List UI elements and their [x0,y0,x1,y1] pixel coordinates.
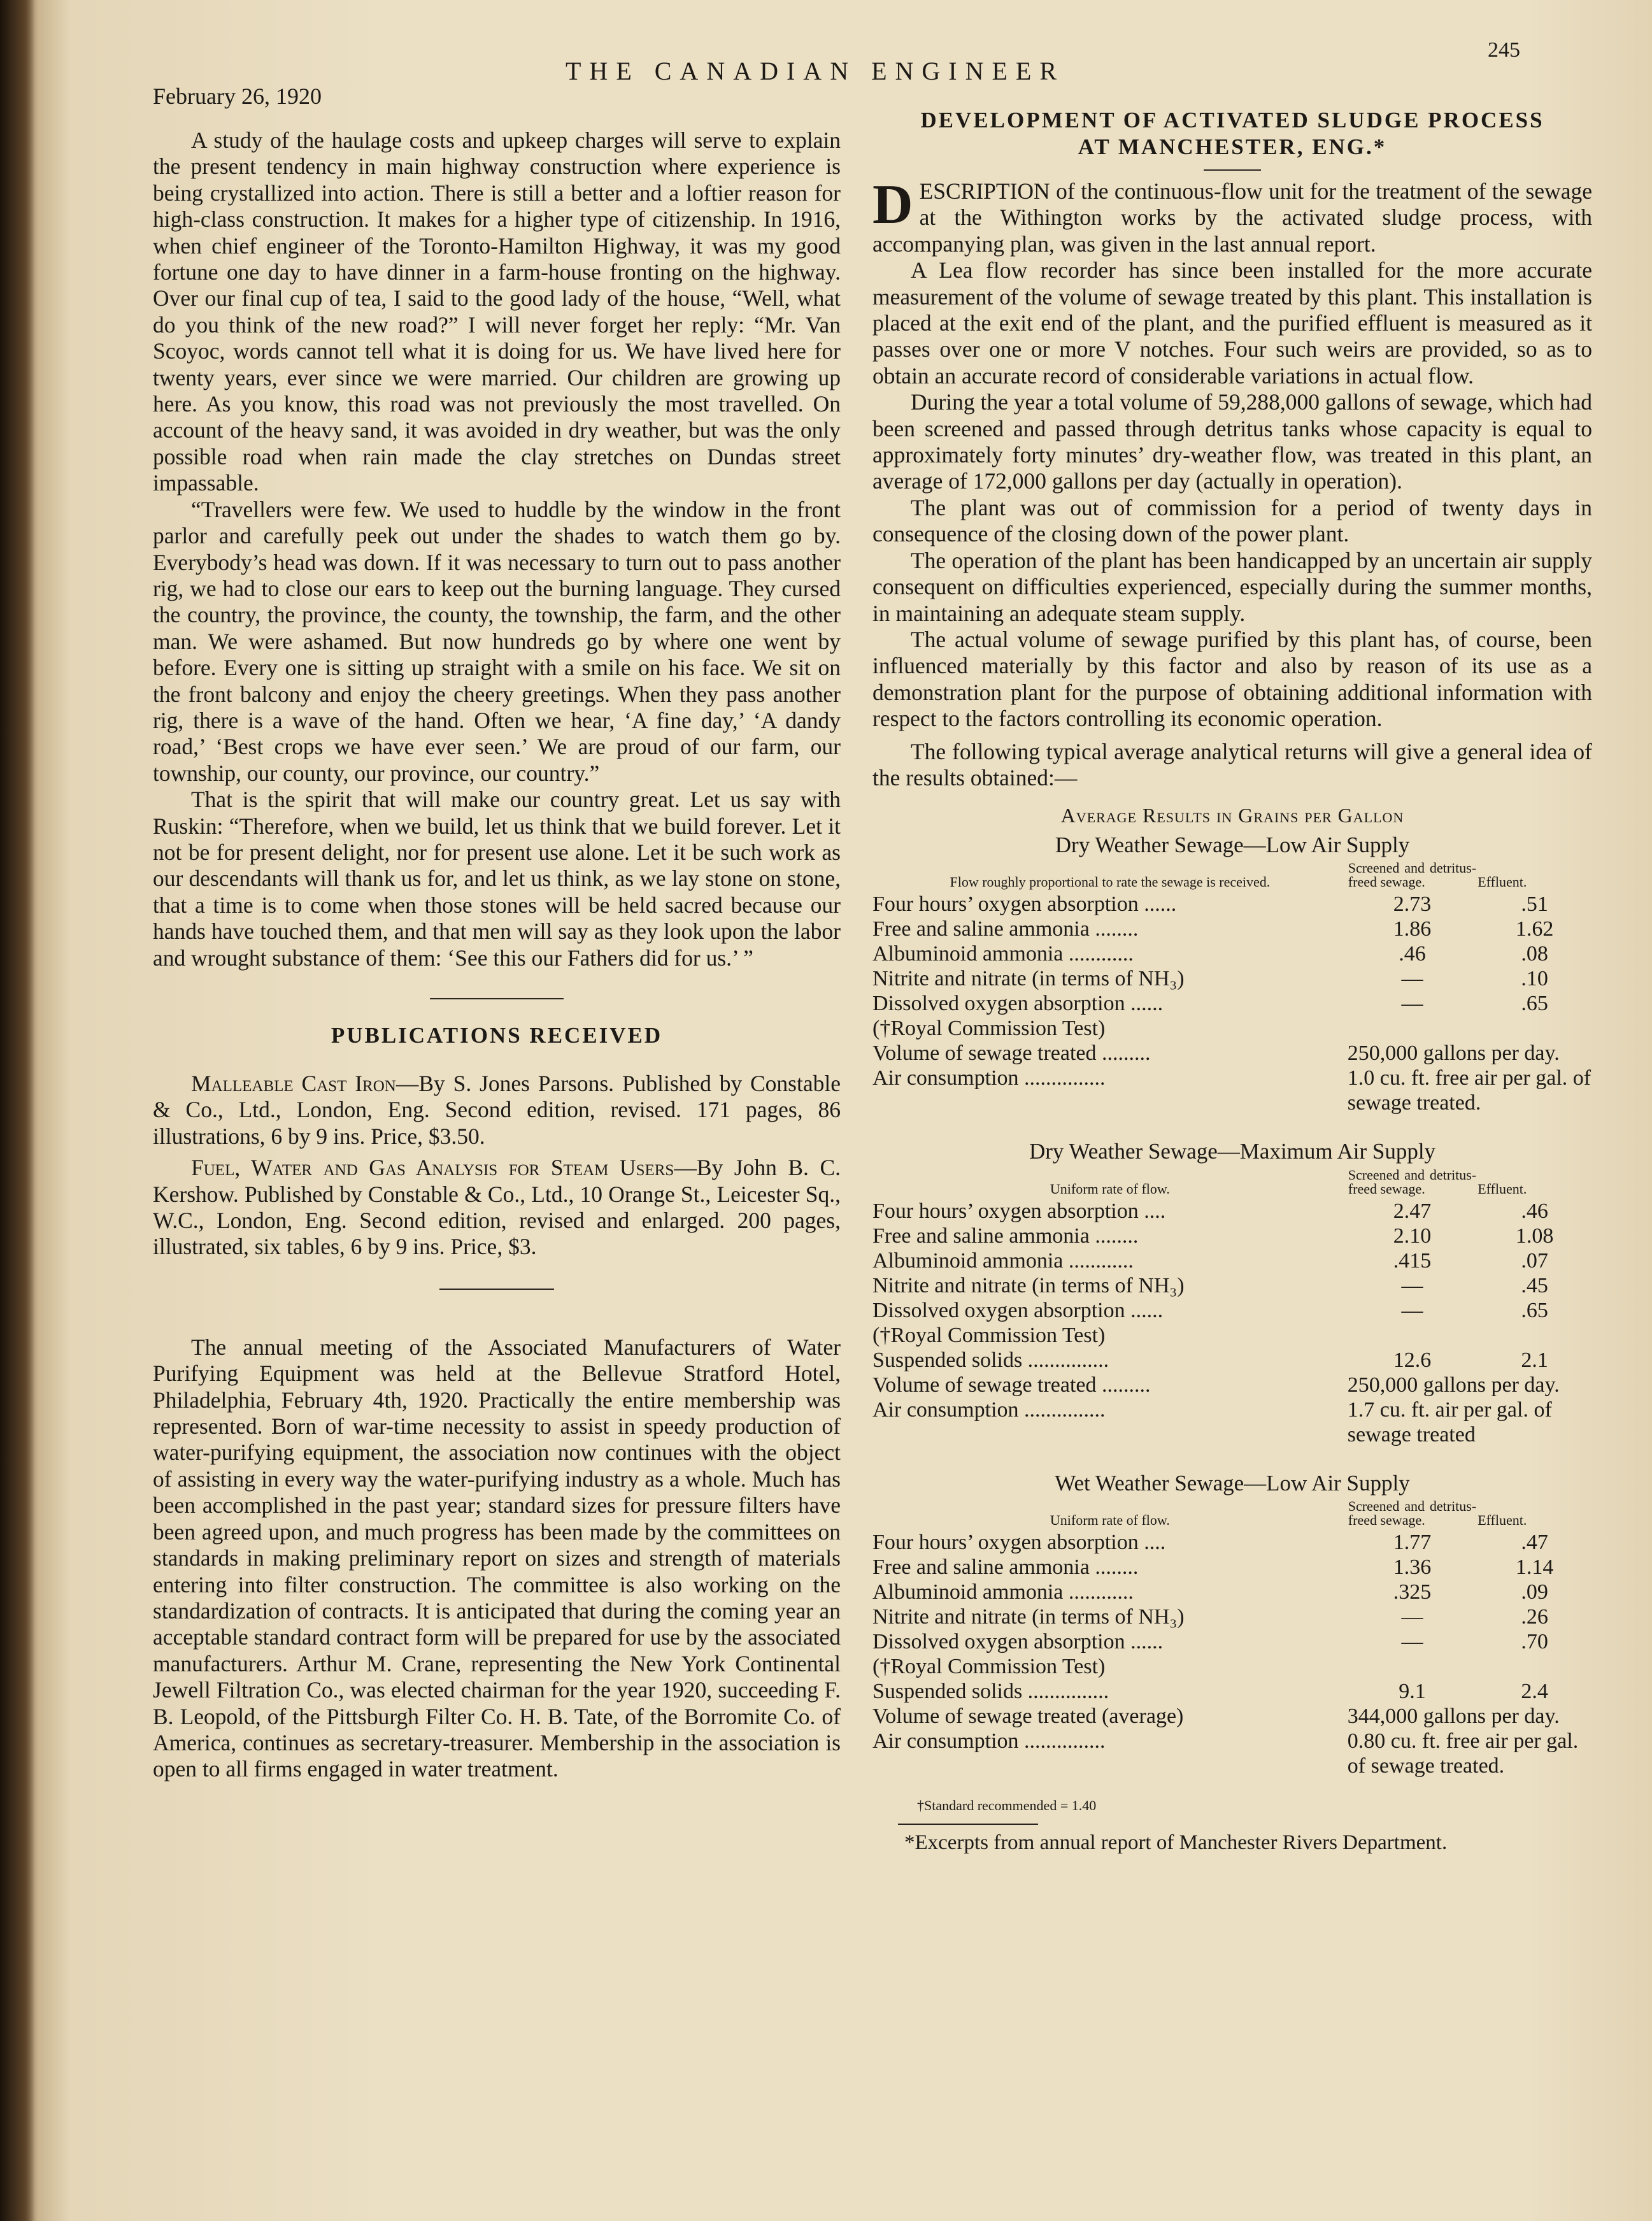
table-row [872,991,1592,1016]
row-label: Suspended solids ............... [872,1348,1109,1372]
article-paragraph: The operation of the plant has been handicapped by an uncertain air supply consequent on difficulties experienced, especially during the summer months, in maintaining an adequate steam supply. [872,547,1592,626]
article-paragraph: That is the spirit that will make our country great. Let us say with Ruskin: “Therefore, when we build, let us think that we build forever. Let it not be for present delight, nor for present use alone. Let it be such work as our descendants will thank us for, and let us think, as we lay stone on stone, that a time is to come when those stones will be held sacred because our hands have touched them, and that men will say as they look upon the labor and wrought substance of them: ‘See this our Fathers did for us.’ ” [153,787,841,971]
screened-value [1348,1654,1477,1679]
screened-value: — [1401,967,1423,991]
col-header-screened: Screened and detritus-freed sewage. [1348,1497,1477,1528]
publication-title: Malleable Cast Iron [191,1071,396,1096]
table-row [872,1604,1592,1629]
table-grid [872,1499,1592,1778]
standard-note: †Standard recommended = 1.40 [917,1797,1097,1813]
table-row [872,1654,1592,1679]
row-label: Albuminoid ammonia ............ [872,1248,1134,1273]
results-table [872,1470,1592,1778]
row-label: Free and saline ammonia ........ [872,1555,1139,1579]
row-label: Dissolved oxygen absorption ...... [872,1629,1164,1653]
volume-value: 250,000 gallons per day. [1347,1373,1560,1397]
row-label: Four hours’ oxygen absorption .... [872,1199,1166,1223]
row-label: Dissolved oxygen absorption ...... [872,1298,1164,1322]
flow-label: Uniform rate of flow. [1050,1511,1170,1528]
air-label: Air consumption ............... [872,1729,1106,1753]
row-label: (†Royal Commission Test) [872,1017,1106,1041]
effluent-value: .07 [1521,1248,1548,1273]
screened-value: .46 [1399,942,1426,966]
table-row [872,1041,1592,1066]
row-label: Suspended solids ............... [872,1679,1109,1703]
row-label: Four hours’ oxygen absorption .... [872,1530,1166,1554]
air-value: 0.80 cu. ft. free air per gal. of sewage treated. [1347,1729,1579,1778]
table-row [872,1224,1592,1248]
table-row [872,1199,1592,1224]
article-paragraph: The plant was out of commission for a period of twenty days in consequence of the closing down of the power plant. [872,494,1592,547]
effluent-value [1477,1654,1592,1679]
col-header-effluent: Effluent. [1478,874,1527,890]
article-heading-line2: AT MANCHESTER, ENG.* [1078,134,1387,159]
table-row [872,1066,1592,1115]
screened-value [1348,1323,1477,1348]
table-subtitle: Dry Weather Sewage—Low Air Supply [1055,832,1410,857]
row-label: Albuminoid ammonia ............ [872,1580,1134,1604]
intro-paragraph [872,174,1592,257]
table-row [872,892,1592,917]
table-row [872,1248,1592,1273]
effluent-value: .08 [1521,942,1548,966]
page-number: 245 [1488,38,1520,62]
col-header-screened: Screened and detritus-freed sewage. [1348,860,1477,890]
screened-value: 12.6 [1393,1348,1432,1372]
heading-rule [1204,169,1261,171]
results-table [872,1138,1592,1446]
table-row [872,1629,1592,1654]
row-label: (†Royal Commission Test) [872,1654,1106,1678]
effluent-value: .65 [1521,1298,1548,1322]
row-label: (†Royal Commission Test) [872,1323,1106,1347]
effluent-value: 1.14 [1515,1555,1554,1579]
publication-title: Fuel, Water and Gas Analysis for Steam Users [191,1155,674,1181]
screened-value: .325 [1393,1580,1432,1604]
flow-label: Uniform rate of flow. [1050,1180,1170,1197]
col-header-screened: Screened and detritus-freed sewage. [1348,1166,1477,1197]
table-row [872,1580,1592,1604]
air-label: Air consumption ............... [872,1397,1106,1422]
flow-label: Flow roughly proportional to rate the sewage is received. [950,874,1271,890]
results-table [872,832,1592,1115]
screened-value: 1.36 [1393,1555,1432,1579]
screened-value: 2.47 [1393,1199,1432,1223]
table-subtitle: Wet Weather Sewage—Low Air Supply [1055,1470,1410,1496]
article-heading-line1: DEVELOPMENT OF ACTIVATED SLUDGE PROCESS [920,108,1544,132]
table-grid [872,861,1592,1115]
footnote-rule [898,1824,1038,1825]
effluent-value: 1.08 [1515,1224,1554,1248]
effluent-value [1477,1016,1592,1041]
table-row [872,1323,1592,1348]
article-paragraph: A Lea flow recorder has since been installed for the more accurate measurement of the volume of sewage treated by this plant. This installation is placed at the exit end of the plant, and the purified effluent is measured as it passes over one or more V notches. Four such weirs are provided, so as to obtain an accurate record of considerable variations in actual flow. [872,257,1592,389]
volume-label: Volume of sewage treated (average) [872,1704,1184,1728]
table-row [872,1555,1592,1580]
table-row [872,1298,1592,1323]
journal-title: THE CANADIAN ENGINEER [566,57,1065,85]
effluent-value: .26 [1521,1604,1548,1629]
book-spine-shadow [0,0,35,2221]
screened-value: 9.1 [1399,1679,1426,1703]
results-tables [872,832,1592,1778]
volume-label: Volume of sewage treated ......... [872,1041,1151,1066]
row-label: Free and saline ammonia ........ [872,917,1139,941]
table-row [872,917,1592,941]
volume-value: 250,000 gallons per day. [1347,1041,1560,1066]
issue-date: February 26, 1920 [153,83,322,109]
intro-text: ESCRIPTION of the continuous-flow unit for the treatment of the sewage at the Withington works by the activated sludge process, with accompanying plan, was given in the last annual report. [872,178,1592,257]
air-value: 1.0 cu. ft. free air per gal. of sewage treated. [1347,1066,1591,1115]
effluent-value: 2.1 [1521,1348,1548,1372]
effluent-value: .70 [1521,1629,1548,1653]
effluent-value: 1.62 [1515,917,1554,941]
effluent-value: .47 [1521,1530,1548,1554]
screened-value: 1.86 [1393,917,1432,941]
screened-value: — [1401,1604,1423,1629]
screened-value: — [1401,1298,1423,1322]
table-row [872,1373,1592,1397]
publication-entry [153,1071,841,1150]
row-label: Nitrite and nitrate (in terms of NH₃) [872,967,1185,991]
volume-value: 344,000 gallons per day. [1347,1704,1560,1728]
row-label: Free and saline ammonia ........ [872,1224,1139,1248]
col-header-effluent: Effluent. [1478,1511,1527,1528]
footnote: *Excerpts from annual report of Manchester Rivers Department. [904,1831,1448,1855]
table-row [872,1530,1592,1555]
table-row [872,1273,1592,1298]
article-paragraph: The actual volume of sewage purified by this plant has, of course, been influenced materially by this factor and also by reason of its use as a demonstration plant for the purpose of obtaining additional information with respect to the factors controlling its economic operation. [872,626,1592,732]
effluent-value: .10 [1521,967,1548,991]
table-row [872,1729,1592,1778]
article-paragraph: The following typical average analytical returns will give a general idea of the results obtained:— [872,738,1592,790]
effluent-value: 2.4 [1521,1679,1548,1703]
table-row [872,1348,1592,1373]
section-divider [430,998,564,999]
screened-value [1348,1016,1477,1041]
screened-value: 2.10 [1393,1224,1432,1248]
screened-value: 2.73 [1393,892,1432,917]
effluent-value: .45 [1521,1273,1548,1297]
section-divider [439,1289,554,1290]
publication-entry [153,1155,841,1260]
screened-value: — [1401,1629,1423,1653]
row-label: Dissolved oxygen absorption ...... [872,992,1164,1016]
article-paragraph: During the year a total volume of 59,288,000 gallons of sewage, which had been screened and passed through detritus tanks whose capacity is equal to approximately forty minutes’ dry-weather flow, was treated in this plant, an average of 172,000 gallons per day (actually in operation). [872,389,1592,494]
row-label: Nitrite and nitrate (in terms of NH₃) [872,1273,1185,1297]
drop-cap: D [872,174,913,236]
article-paragraph: “Travellers were few. We used to huddle by the window in the front parlor and carefully peek out under the shades to watch them go by. Everybody’s head was down. If it was necessary to turn out to pass another rig, we had to close our ears to keep out the burning language. They cursed the country, the province, the county, the township, the farm, and the other man. We were ashamed. But now hundreds go by where one went by before. Every one is sitting up straight with a smile on his face. We sit on the front balcony and enjoy the cheery greetings. When they pass another rig, there is a wave of the hand. Often we hear, ‘A fine day,’ ‘A dandy road,’ ‘Best crops we have ever seen.’ We are proud of our farm, our township, our county, our province, our country.” [153,496,841,786]
screened-value: — [1401,1273,1423,1297]
table-row [872,1397,1592,1447]
effluent-value: .09 [1521,1580,1548,1604]
publications-heading: PUBLICATIONS RECEIVED [331,1023,663,1048]
publication-details: —By S. Jones Parsons. Published by Constable & Co., Ltd., London, Eng. Second edition, revised. 171 pages, 86 illustrations, 6 by 9 ins. Price, $3.50. [153,1071,841,1149]
table-row [872,941,1592,966]
table-row [872,1016,1592,1041]
left-column [153,127,841,1783]
table-subtitle: Dry Weather Sewage—Maximum Air Supply [1029,1139,1436,1164]
effluent-value: .65 [1521,992,1548,1016]
row-label: Four hours’ oxygen absorption ...... [872,892,1177,917]
row-label: Albuminoid ammonia ............ [872,942,1134,966]
effluent-value: .46 [1521,1199,1548,1223]
results-table-title: Average Results in Grains per Gallon [1060,804,1404,827]
air-label: Air consumption ............... [872,1066,1106,1090]
table-row [872,1704,1592,1729]
table-grid [872,1168,1592,1447]
screened-value: .415 [1393,1248,1432,1273]
air-value: 1.7 cu. ft. air per gal. of sewage treated [1347,1397,1552,1446]
publication-details: —By John B. C. Kershow. Published by Constable & Co., Ltd., 10 Orange St., Leicester Sq., W.C., London, Eng. Second edition, revised and enlarged. 200 pages, illustrated, six tables, 6 by 9 ins. Price, $3. [153,1155,841,1260]
screened-value: — [1401,992,1423,1016]
right-column [872,107,1592,1855]
screened-value: 1.77 [1393,1530,1432,1554]
effluent-value: .51 [1521,892,1548,917]
col-header-effluent: Effluent. [1478,1180,1527,1197]
effluent-value [1477,1323,1592,1348]
volume-label: Volume of sewage treated ......... [872,1373,1151,1397]
article-paragraph: A study of the haulage costs and upkeep charges will serve to explain the present tendency in main highway construction where experience is being crystallized into action. There is still a better and a loftier reason for high-class construction. It makes for a higher type of citizenship. In 1916, when chief engineer of the Toronto-Hamilton Highway, it was my good fortune one day to have dinner in a farm-house fronting on the highway. Over our final cup of tea, I said to the good lady of the house, “Well, what do you think of the new road?” I will never forget her reply: “Mr. Van Scoyoc, words cannot tell what it is doing for us. We have lived here for twenty years, ever since we were married. Our children are growing up here. As you know, this road was not previously the most travelled. On account of the heavy sand, it was avoided in dry weather, but was the only possible road when rain made the clay stretches on Dundas street impassable. [153,127,841,496]
association-paragraph: The annual meeting of the Associated Manufacturers of Water Purifying Equipment was held at the Bellevue Stratford Hotel, Philadelphia, February 4th, 1920. Practically the entire membership was represented. Born of war-time necessity to assist in speedy production of water-purifying equipment, the association now continues with the object of assisting in every way the water-purifying industry as a whole. Much has been accomplished in the past year; standard sizes for pressure filters have been agreed upon, and much progress has been made by the committees on standards in making preliminary report on sizes and strength of materials entering into filter construction. The committee is also working on the standardization of contracts. It is anticipated that during the coming year an acceptable standard contract form will be prepared for use by the associated manufacturers. Arthur M. Crane, representing the New York Continental Jewell Filtration Co., was elected chairman for the year 1920, succeeding F. B. Leopold, of the Pittsburgh Filter Co. H. B. Tate, of the Borromite Co. of America, continues as secretary-treasurer. Membership in the association is open to all firms engaged in water treatment. [153,1334,841,1782]
table-row [872,1679,1592,1704]
row-label: Nitrite and nitrate (in terms of NH₃) [872,1604,1185,1629]
table-row [872,966,1592,991]
